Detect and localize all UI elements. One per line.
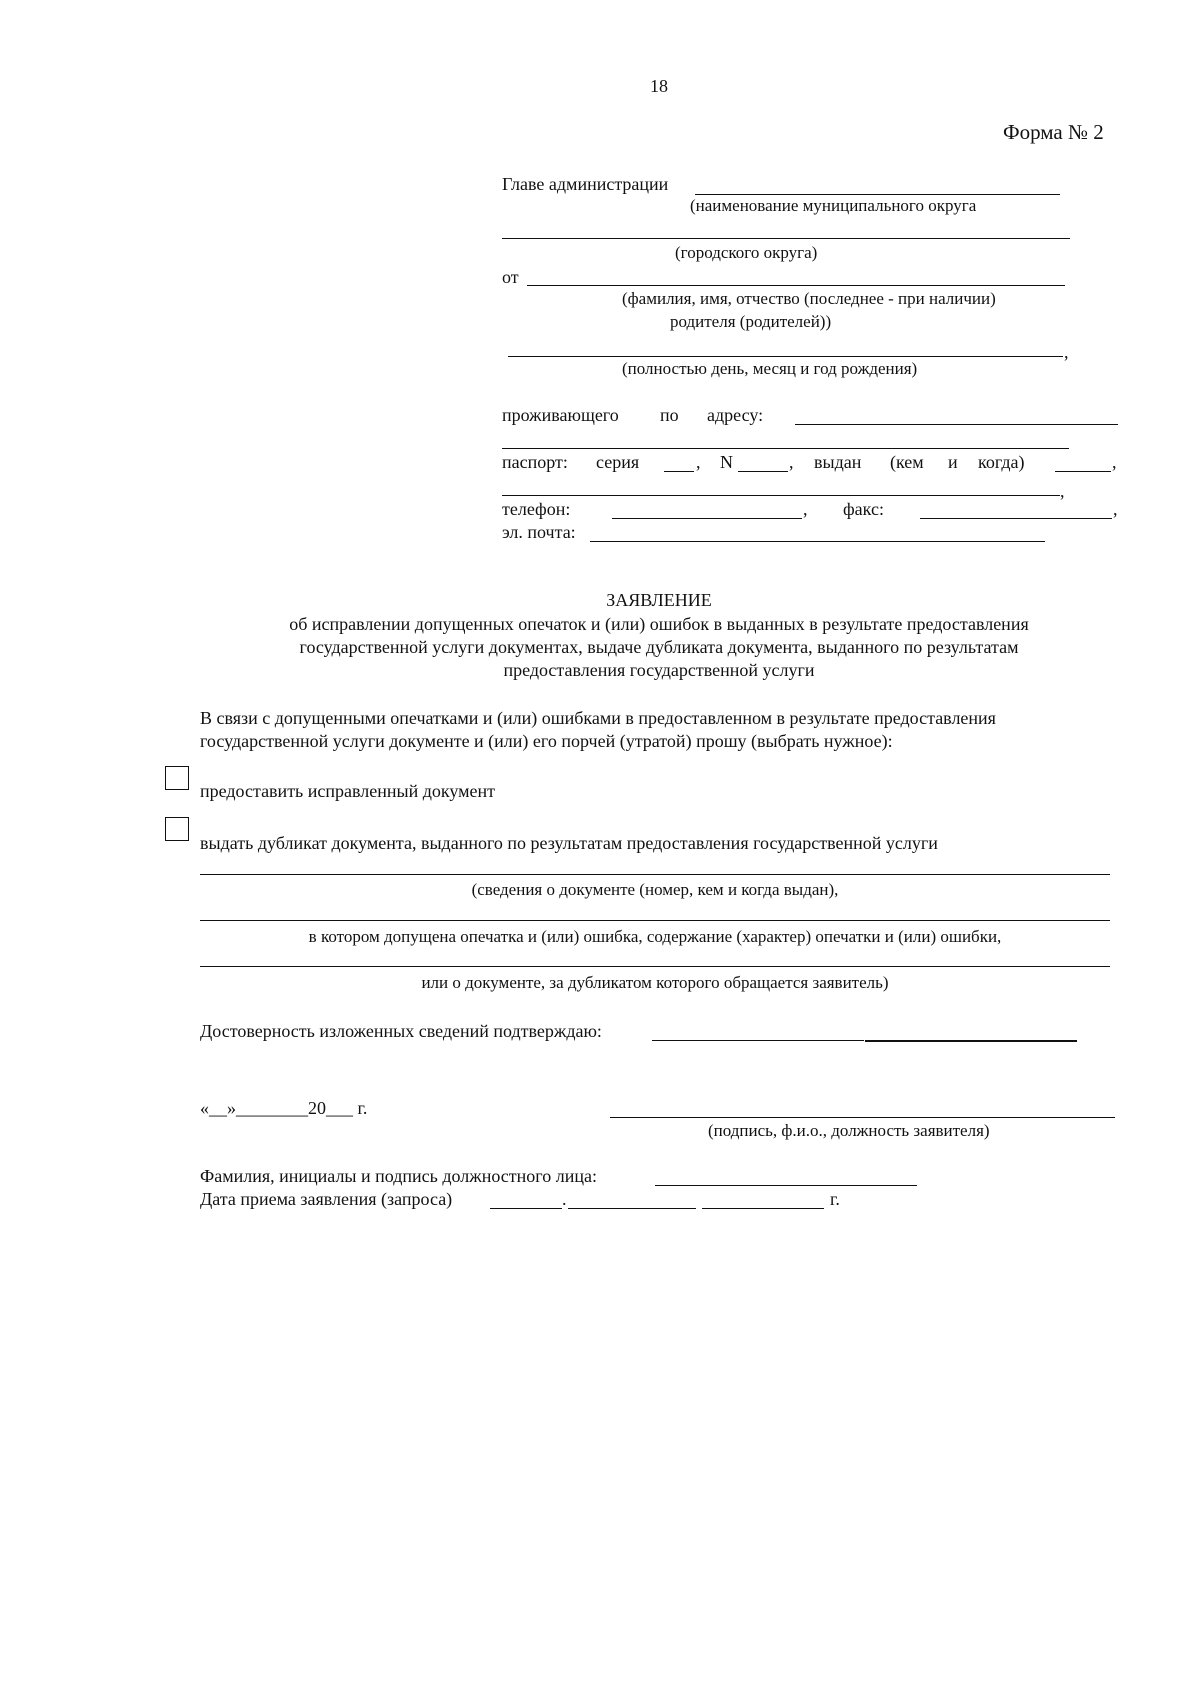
caption-municipal: (наименование муниципального округа — [690, 196, 977, 215]
issued-comma: , — [1112, 452, 1117, 472]
phone-comma: , — [803, 499, 808, 519]
by-whom-label: (кем — [890, 452, 924, 472]
birth-comma: , — [1064, 342, 1069, 362]
option-checkbox-duplicate[interactable] — [165, 817, 189, 841]
head-admin-label: Главе администрации — [502, 174, 669, 194]
and-label: и — [948, 452, 958, 472]
series-comma: , — [696, 452, 701, 472]
from-field[interactable] — [527, 285, 1065, 286]
title-line-3: предоставления государственной услуги — [503, 660, 815, 680]
birth-field[interactable] — [508, 356, 1063, 357]
title-line-2: государственной услуги документах, выдаче дубликата документа, выданного по результатам — [299, 637, 1019, 657]
fax-label: факс: — [843, 499, 884, 519]
passport-label: паспорт: — [502, 452, 568, 472]
receipt-label: Дата приема заявления (запроса) — [200, 1189, 453, 1209]
receipt-month-field[interactable] — [568, 1208, 696, 1209]
date-field[interactable]: «__»________20___ г. — [200, 1098, 368, 1118]
paragraph-line-2: государственной услуги документе и (или) его порчей (утратой) прошу (выбрать нужное): — [200, 731, 893, 751]
document-title: ЗАЯВЛЕНИЕ — [606, 590, 712, 610]
email-label: эл. почта: — [502, 522, 576, 542]
caption-birth: (полностью день, месяц и год рождения) — [622, 359, 918, 378]
caption-fio: (фамилия, имя, отчество (последнее - при наличии) — [622, 289, 996, 308]
address-field[interactable] — [795, 424, 1118, 425]
issued-label: выдан — [814, 452, 862, 472]
number-field[interactable] — [738, 471, 788, 472]
confirm-field-bold[interactable] — [865, 1040, 1077, 1042]
living-label: проживающего — [502, 405, 619, 425]
receipt-day-field[interactable] — [490, 1208, 562, 1209]
fax-comma: , — [1113, 499, 1118, 519]
receipt-dot: . — [562, 1189, 567, 1209]
caption-error-info: в котором допущена опечатка и (или) ошибка, содержание (характер) опечатки и (или) ошибки, — [308, 927, 1002, 946]
error-info-field[interactable] — [200, 920, 1110, 921]
option-duplicate-label: выдать дубликат документа, выданного по результатам предоставления государственной услуги — [200, 833, 938, 853]
receipt-year-field[interactable] — [702, 1208, 824, 1209]
signature-field[interactable] — [610, 1117, 1115, 1118]
title-line-1: об исправлении допущенных опечаток и (или) ошибок в выданных в результате предоставления — [289, 614, 1029, 634]
passport-comma-2: , — [1060, 481, 1065, 501]
caption-city: (городского округа) — [675, 243, 818, 262]
municipal-field[interactable] — [502, 238, 1070, 239]
when-label: когда) — [978, 452, 1025, 472]
address-field-2[interactable] — [502, 448, 1069, 449]
at-label: по — [660, 405, 679, 425]
official-label: Фамилия, инициалы и подпись должностного лица: — [200, 1166, 597, 1186]
email-field[interactable] — [590, 541, 1045, 542]
number-label: N — [720, 452, 733, 472]
passport-field-2[interactable] — [502, 495, 1060, 496]
option-corrected-label: предоставить исправленный документ — [200, 781, 496, 801]
receipt-year-label: г. — [830, 1189, 840, 1209]
phone-field[interactable] — [612, 518, 802, 519]
caption-duplicate-info: или о документе, за дубликатом которого обращается заявитель) — [421, 973, 889, 992]
series-label: серия — [596, 452, 640, 472]
caption-signature: (подпись, ф.и.о., должность заявителя) — [708, 1121, 990, 1140]
paragraph-line-1: В связи с допущенными опечатками и (или) ошибками в предоставленном в результате предоставления — [200, 708, 996, 728]
document-info-field[interactable] — [200, 874, 1110, 875]
series-field[interactable] — [664, 471, 694, 472]
page-number: 18 — [650, 76, 668, 96]
head-admin-field[interactable] — [695, 194, 1060, 195]
fax-field[interactable] — [920, 518, 1112, 519]
phone-label: телефон: — [502, 499, 571, 519]
confirm-label: Достоверность изложенных сведений подтверждаю: — [200, 1021, 602, 1041]
caption-parents: родителя (родителей)) — [670, 312, 832, 331]
from-label: от — [502, 267, 519, 287]
address-label: адресу: — [707, 405, 764, 425]
number-comma: , — [789, 452, 794, 472]
official-field[interactable] — [655, 1185, 917, 1186]
confirm-field[interactable] — [652, 1040, 864, 1041]
caption-document-info: (сведения о документе (номер, кем и когда выдан), — [471, 880, 839, 899]
issued-field[interactable] — [1055, 471, 1111, 472]
option-checkbox-corrected[interactable] — [165, 766, 189, 790]
duplicate-info-field[interactable] — [200, 966, 1110, 967]
form-label: Форма № 2 — [1003, 120, 1104, 144]
